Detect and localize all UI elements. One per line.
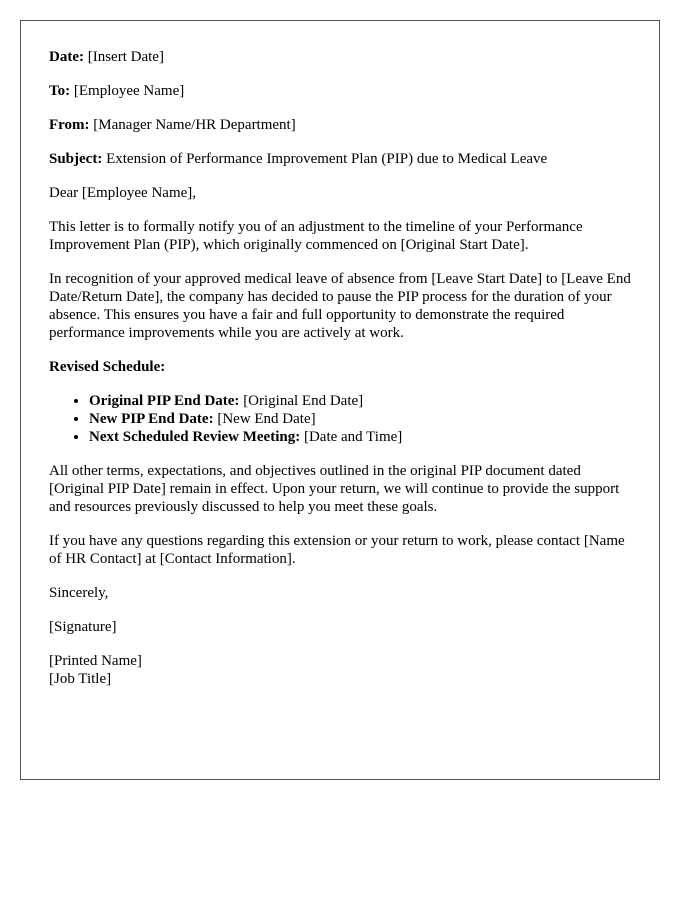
schedule-item-value: [New End Date]	[217, 411, 316, 427]
date-value: [Insert Date]	[87, 49, 164, 65]
to-line	[49, 82, 631, 100]
subject-value: Extension of Performance Improvement Plan (PIP) due to Medical Leave	[106, 151, 548, 167]
schedule-item-label: New PIP End Date:	[89, 411, 214, 427]
signature-placeholder: [Signature]	[49, 619, 117, 635]
subject-line	[49, 150, 631, 168]
schedule-item-value: [Original End Date]	[243, 393, 364, 409]
paragraph-leave: In recognition of your approved medical leave of absence from [Leave Start Date] to [Leave End Date/Return Date], the company has decided to pause the PIP process for the duration of your absence. This ensures you have a fair and full opportunity to demonstrate the required performance improvements while you are actively at work.	[49, 271, 631, 341]
to-label: To:	[49, 83, 71, 99]
schedule-item-review-meeting	[89, 428, 631, 446]
schedule-item-label: Original PIP End Date:	[89, 393, 240, 409]
from-value: [Manager Name/HR Department]	[93, 117, 296, 133]
paragraph-contact: If you have any questions regarding this extension or your return to work, please contact [Name of HR Contact] at [Contact Information].	[49, 533, 625, 567]
schedule-list	[49, 392, 631, 446]
paragraph-terms: All other terms, expectations, and objectives outlined in the original PIP document dated [Original PIP Date] remain in effect. Upon your return, we will continue to provide the support and resources previously discussed to help you meet these goals.	[49, 463, 620, 515]
schedule-item-original-end	[89, 392, 631, 410]
schedule-heading: Revised Schedule:	[49, 359, 166, 375]
printed-name: [Printed Name]	[49, 653, 142, 669]
schedule-item-value: [Date and Time]	[303, 429, 403, 445]
job-title: [Job Title]	[49, 671, 112, 687]
date-label: Date:	[49, 49, 84, 65]
paragraph-intro: This letter is to formally notify you of an adjustment to the timeline of your Performance Improvement Plan (PIP), which originally commenced on [Original Start Date].	[49, 219, 583, 253]
schedule-item-new-end	[89, 410, 631, 428]
from-line	[49, 116, 631, 134]
sign-off: Sincerely,	[49, 585, 109, 601]
subject-label: Subject:	[49, 151, 103, 167]
to-value: [Employee Name]	[73, 83, 185, 99]
from-label: From:	[49, 117, 90, 133]
salutation: Dear [Employee Name],	[49, 185, 197, 201]
schedule-item-label: Next Scheduled Review Meeting:	[89, 429, 301, 445]
letter-page	[20, 20, 660, 780]
date-line	[49, 48, 631, 66]
